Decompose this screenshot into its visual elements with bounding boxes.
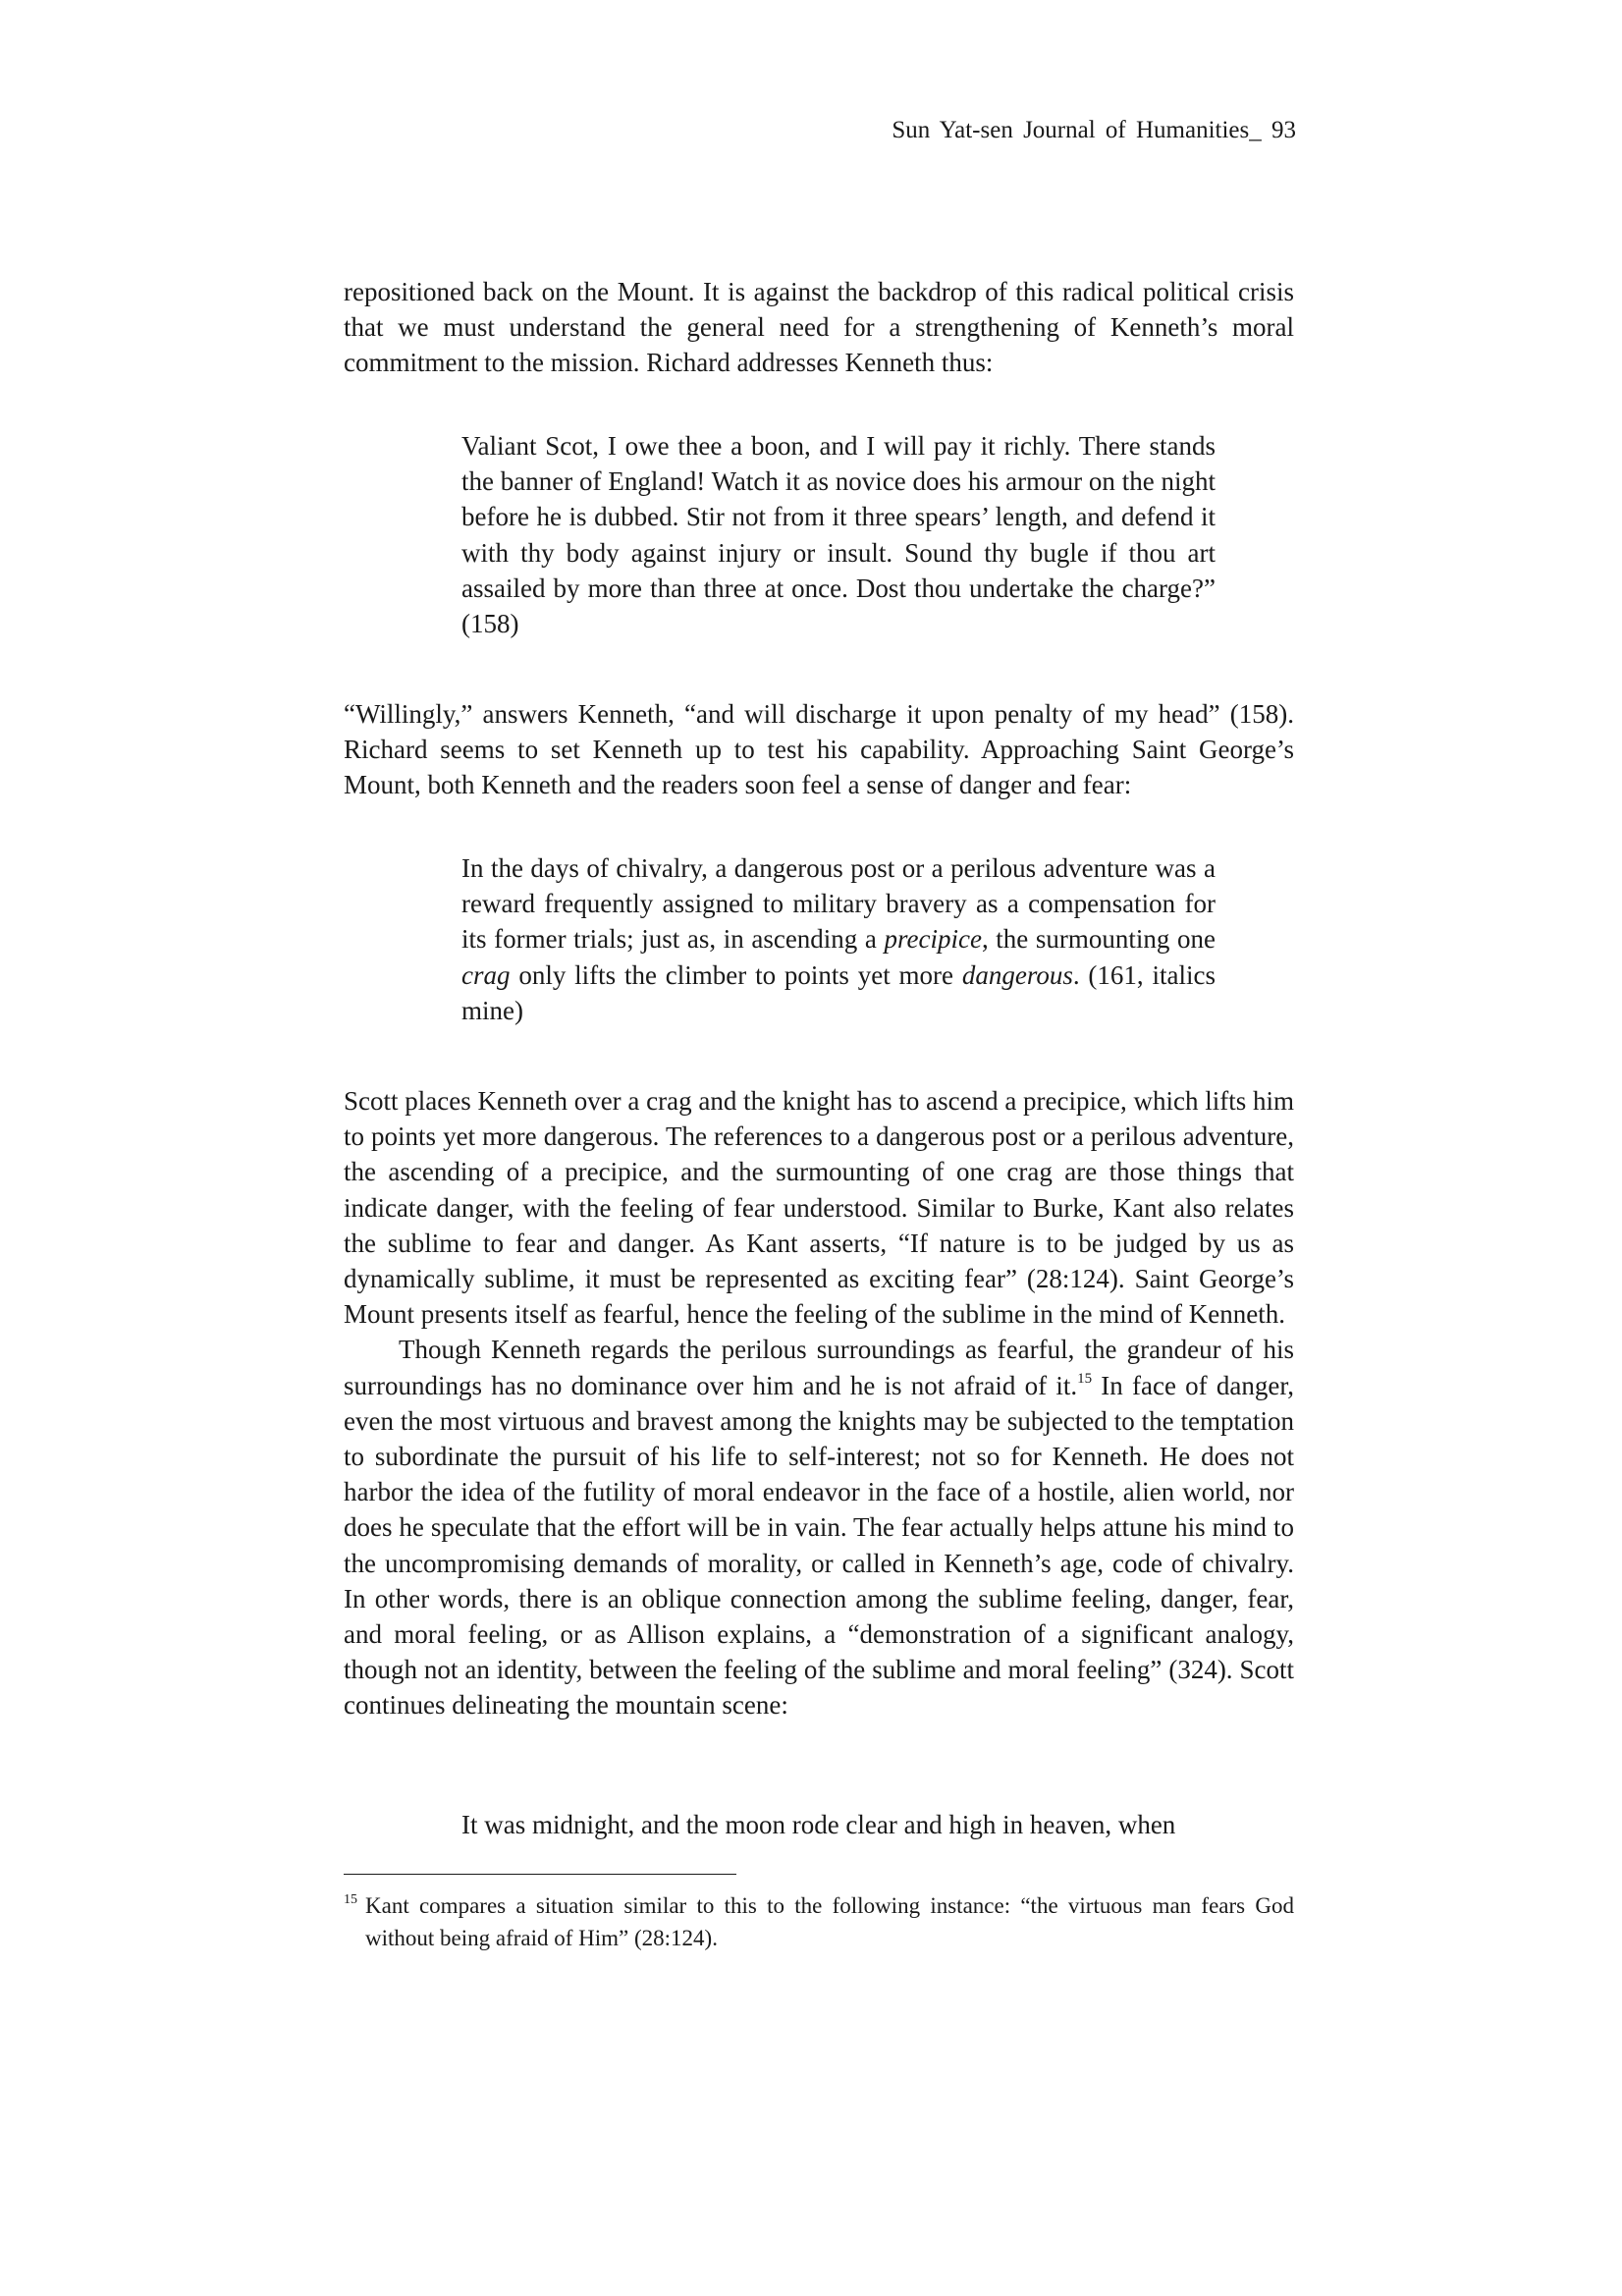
body-paragraph-3: Scott places Kenneth over a crag and the knight has to ascend a precipice, which lifts him to points yet more dangerous. The references to a dangerous post or a perilous adventure, the ascending of a precipice, and the surmounting of one crag are those things that indicate danger, with the feeling of fear understood. Similar to Burke, Kant also relates the sublime to fear and danger. As Kant asserts, “If nature is to be judged by us as dynamically sublime, it must be represented as exciting fear” (28:124). Saint George’s Mount presents itself as fearful, hence the feeling of the sublime in the mind of Kenneth.	[344, 1086, 1294, 1330]
block-quote-richard: Valiant Scot, I owe thee a boon, and I will pay it richly. There stands the banner of England! Watch it as novice does his armour on the night before he is dubbed. Stir not from it three spears’ length, and defend it with thy body against injury or insult. Sound thy bugle if thou art assailed by more than three at once. Dost thou undertake the charge?” (158)	[461, 431, 1216, 639]
body-paragraph-2	[344, 696, 1294, 803]
paragraph-text: repositioned back on the Mount. It is against the backdrop of this radical political crisis that we must understand the general need for a strengthening of Kenneth’s moral commitment to the mission. Richard addresses Kenneth thus:	[344, 277, 1294, 378]
italic-word-dangerous: dangerous	[961, 959, 1073, 990]
footnote-15	[344, 1889, 1294, 1954]
footnote-divider	[344, 1874, 736, 1875]
footnote-text: Kant compares a situation similar to this to the following instance: “the virtuous man fears God without being afraid of Him” (28:124).	[365, 1893, 1294, 1950]
paragraph-text: Though Kenneth regards the perilous surroundings as fearful, the grandeur of his surroundings has no dominance over him and he is not afraid of it.	[344, 1335, 1294, 1400]
quote-text: only lifts the climber to points yet more	[510, 959, 962, 990]
paragraph-text: In face of danger, even the most virtuous and bravest among the knights may be subjected to the temptation to subordinate the pursuit of his life to self-interest; not so for Kenneth. He does not harbor the idea of the futility of moral endeavor in the face of a hostile, alien world, nor does he speculate that the effort will be in vain. The fear actually helps attune his mind to the uncompromising demands of morality, or called in Kenneth’s age, code of chivalry. In other words, there is an oblique connection among the sublime feeling, danger, fear, and moral feeling, or as Allison explains, a “demonstration of a significant analogy, though not an identity, between the feeling of the sublime and moral feeling” (324). Scott continues delineating the mountain scene:	[344, 1370, 1294, 1721]
italic-word-precipice: precipice	[884, 924, 982, 955]
block-quote-chivalry	[461, 850, 1216, 1028]
body-paragraph-1	[344, 274, 1294, 381]
footnote-number: 15	[344, 1892, 357, 1907]
paragraph-text: “Willingly,” answers Kenneth, “and will discharge it upon penalty of my head” (158). Richard seems to set Kenneth up to test his capability. Approaching Saint George’s Mount, both Kenneth and the readers soon feel a sense of danger and fear:	[344, 699, 1294, 800]
body-paragraph-4	[344, 1332, 1294, 1722]
footnote-reference: 15	[1077, 1370, 1093, 1387]
block-quote-midnight: It was midnight, and the moon rode clear and high in heaven, when	[461, 1810, 1176, 1839]
italic-word-crag: crag	[461, 959, 511, 990]
quote-text: In the days of chivalry, a dangerous post or a perilous adventure was a reward frequently assigned to military bravery as a compensation for its former trials; just as, in ascending a	[461, 853, 1216, 955]
body-paragraphs-3-4	[344, 1083, 1294, 1723]
quote-text: . (161, italics mine)	[461, 959, 1216, 1025]
running-head: Sun Yat-sen Journal of Humanities_ 93	[892, 117, 1296, 143]
quote-text: , the surmounting one	[981, 924, 1216, 955]
